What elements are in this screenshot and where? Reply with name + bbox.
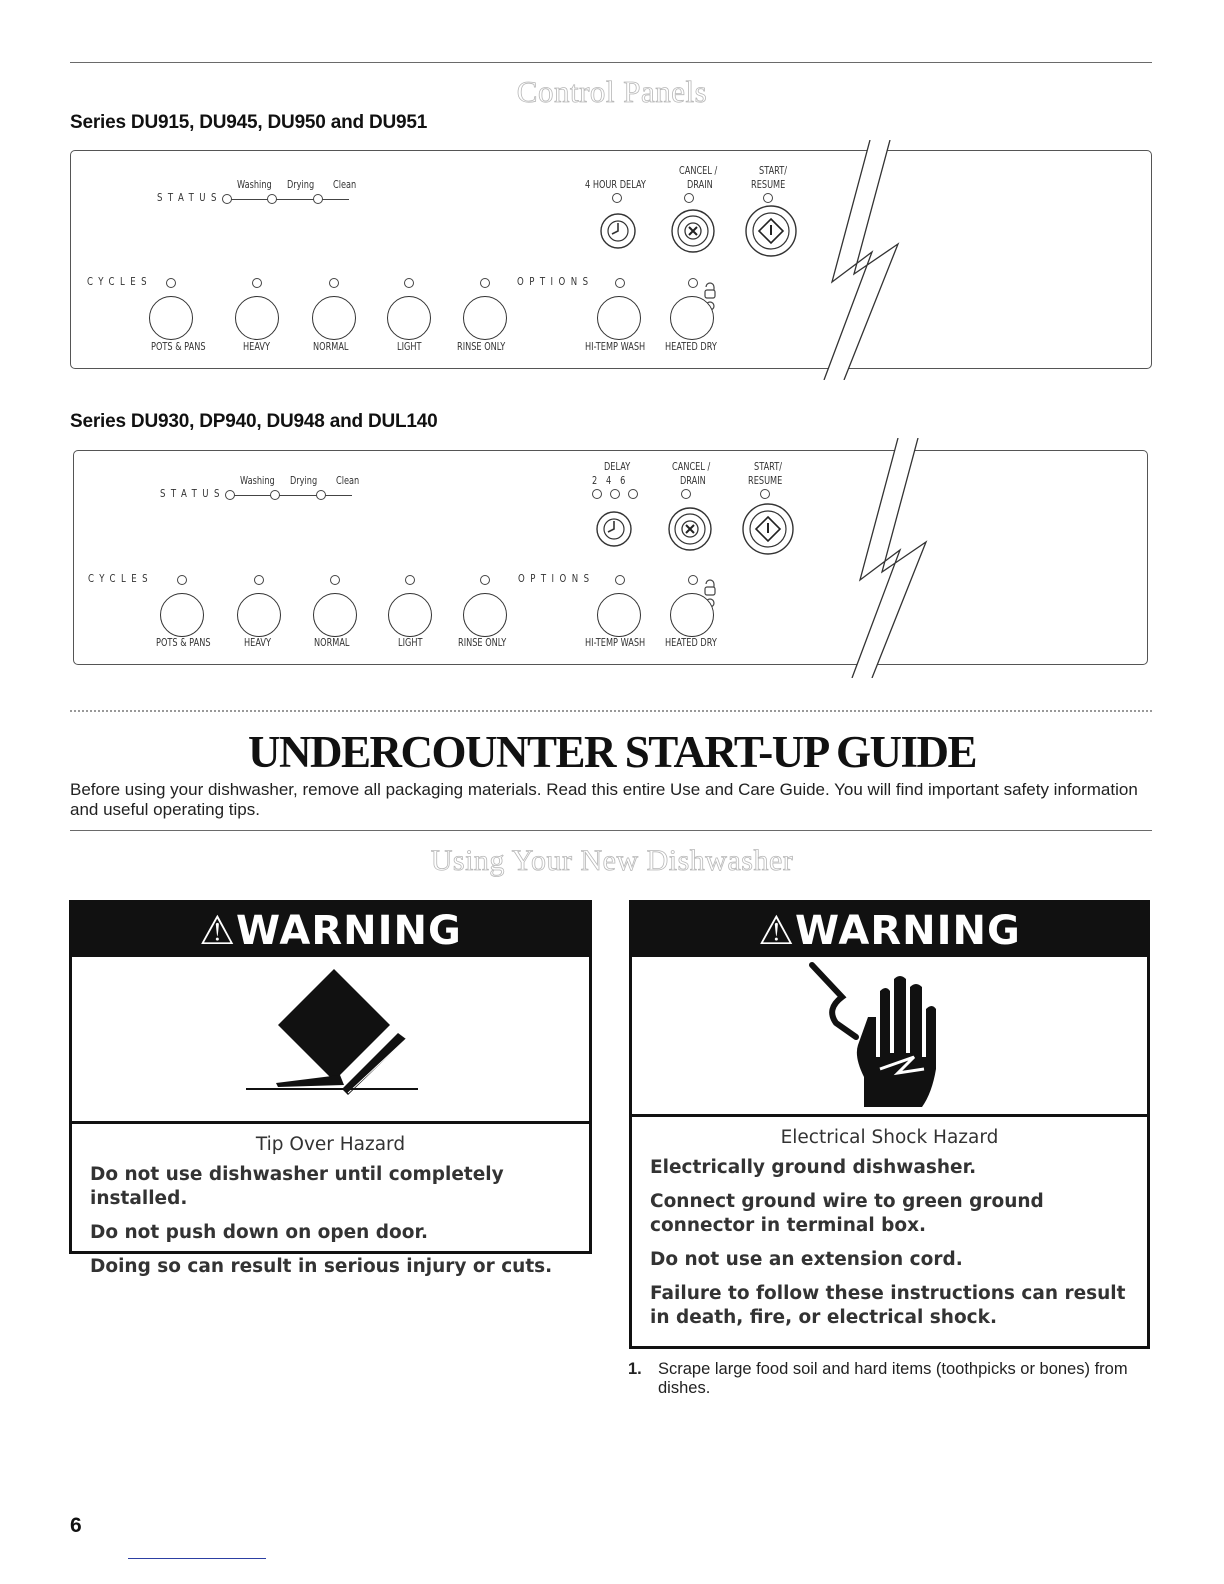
warning-text-right [632,1117,1147,1348]
warning-line-left-2: Do not push down on open door. [90,1222,428,1243]
cycle-light-pots-pans [166,278,176,288]
delay-light-6h [628,489,638,499]
status-light-clean-2 [316,490,326,500]
option-light-heated-dry [688,278,698,288]
option-label-heated-dry-2: HEATED DRY [665,637,717,649]
step-1 [628,1360,1148,1398]
panel-break-1 [818,140,910,380]
guide-intro: Before using your dishwasher, remove all packaging materials. Read this entire Use and Care Guide. You will find important safety information and useful operating tips. [70,780,1138,819]
guide-title: UNDERCOUNTER START-UP GUIDE [247,727,977,777]
cycle-light-pots-pans-2 [177,575,187,585]
cycle-light-rinse-only-2 [480,575,490,585]
option-button-heated-dry[interactable] [670,296,714,340]
status-washing: Washing [237,179,272,191]
status-clean: Clean [333,179,357,191]
cycle-light-light-2 [405,575,415,585]
start-resume-button-2[interactable] [740,501,796,557]
using-heading: Using Your New Dishwasher [430,844,794,877]
warning-header-text-left: WARNING [236,908,462,954]
cycle-button-normal-2[interactable] [313,593,357,637]
cycle-label-pots-pans: POTS & PANS [151,341,206,353]
cycle-button-rinse-only[interactable] [463,296,507,340]
control-panels-heading: Control Panels [516,74,708,109]
warning-triangle-icon: ⚠ [199,908,237,954]
series-title-1: Series DU915, DU945, DU950 and DU951 [70,112,428,133]
delay-light [612,193,622,203]
status-label: STATUS [157,191,222,204]
warning-text-left [72,1124,589,1297]
cycle-button-heavy-2[interactable] [237,593,281,637]
warning-line-left-3: Doing so can result in serious injury or cuts. [90,1256,553,1277]
drain-light [684,193,694,203]
status-light-drying-2 [270,490,280,500]
status-washing-2: Washing [240,475,275,487]
warning-header-left [72,903,589,957]
cancel-drain-button-2[interactable] [666,505,714,553]
cycles-label: CYCLES [87,275,153,288]
option-label-hi-temp: HI-TEMP WASH [585,341,646,353]
cycle-label-rinse-only: RINSE ONLY [457,341,506,353]
status-drying-2: Drying [290,475,318,487]
guide-rule [70,830,1152,831]
electrical-shock-icon [632,957,1147,1114]
top-rule [70,62,1152,63]
cycle-label-heavy-2: HEAVY [244,637,272,649]
option-button-heated-dry-2[interactable] [670,593,714,637]
warning-picture-left [72,957,589,1124]
warning-line-left-1: Do not use dishwasher until completely installed. [90,1164,504,1209]
cycle-button-light-2[interactable] [388,593,432,637]
warning-header-right [632,903,1147,957]
cycle-button-heavy[interactable] [235,296,279,340]
cycle-light-normal [329,278,339,288]
status-light-washing-2 [225,490,235,500]
delay-label: 4 HOUR DELAY [585,179,646,191]
status-connector [229,199,349,200]
warning-header-text-right: WARNING [795,908,1021,954]
delay-light-2h [592,489,602,499]
cycle-label-heavy: HEAVY [243,341,271,353]
start-label: START/ [759,165,788,177]
option-label-heated-dry: HEATED DRY [665,341,717,353]
cancel-label-2: CANCEL / [672,461,711,473]
cycle-label-pots-pans-2: POTS & PANS [156,637,211,649]
panel-break-2 [846,438,938,678]
cycle-light-light [404,278,414,288]
cycles-label-2: CYCLES [88,572,154,585]
status-connector-2 [232,495,352,496]
page-number: 6 [70,1514,82,1537]
status-light-clean [313,194,323,204]
cancel-label: CANCEL / [679,165,718,177]
warning-line-right-3: Do not use an extension cord. [650,1249,963,1270]
cycle-light-heavy-2 [254,575,264,585]
cycle-label-normal: NORMAL [313,341,349,353]
series-title-2: Series DU930, DP940, DU948 and DUL140 [70,411,438,432]
cycle-button-pots-pans-2[interactable] [160,593,204,637]
delay-light-4h [610,489,620,499]
resume-label-2: RESUME [748,475,783,487]
control-panel-2 [73,450,1148,665]
cycle-label-light: LIGHT [397,341,422,353]
warning-line-right-1: Electrically ground dishwasher. [650,1157,977,1178]
warning-picture-right [632,957,1147,1117]
start-label-2: START/ [754,461,783,473]
status-clean-2: Clean [336,475,360,487]
start-light [763,193,773,203]
hazard-title-left: Tip Over Hazard [255,1134,406,1155]
warning-triangle-icon-right: ⚠ [758,908,796,954]
cancel-drain-button[interactable] [669,207,717,255]
drain-label: DRAIN [687,179,713,191]
footer-line [128,1558,266,1559]
option-button-hi-temp-2[interactable] [597,593,641,637]
option-button-hi-temp[interactable] [597,296,641,340]
status-light-drying [267,194,277,204]
cycle-label-normal-2: NORMAL [314,637,350,649]
cycle-light-rinse-only [480,278,490,288]
tip-over-icon [72,957,589,1121]
delay-button[interactable] [598,211,638,251]
option-light-hi-temp-2 [615,575,625,585]
delay-label-2: DELAY [604,461,631,473]
step-number: 1. [628,1360,642,1378]
status-drying: Drying [287,179,315,191]
cycle-label-light-2: LIGHT [398,637,423,649]
control-panel-1 [70,150,1152,369]
cycle-button-rinse-only-2[interactable] [463,593,507,637]
option-light-hi-temp [615,278,625,288]
cycle-button-light[interactable] [387,296,431,340]
cycle-light-heavy [252,278,262,288]
option-label-hi-temp-2: HI-TEMP WASH [585,637,646,649]
option-light-heated-dry-2 [688,575,698,585]
start-light-2 [760,489,770,499]
cycle-light-normal-2 [330,575,340,585]
delay-button-2[interactable] [594,509,634,549]
warning-box-tip-over [69,900,592,1277]
drain-light-2 [681,489,691,499]
options-label: OPTIONS [517,275,594,288]
cycle-label-rinse-only-2: RINSE ONLY [458,637,507,649]
status-light-washing [222,194,232,204]
cycle-button-normal[interactable] [312,296,356,340]
step-text: Scrape large food soil and hard items (toothpicks or bones) from dishes. [658,1360,1128,1397]
warning-box-electrical [629,900,1150,1349]
delay-hours-2: 2 4 6 [592,475,629,487]
cycle-button-pots-pans[interactable] [149,296,193,340]
warning-line-right-4: Failure to follow these instructions can result in death, fire, or electrical shock. [650,1283,1126,1328]
warning-line-right-2: Connect ground wire to green ground connector in terminal box. [650,1191,1044,1236]
status-label-2: STATUS [160,487,225,500]
drain-label-2: DRAIN [680,475,706,487]
section-divider [70,710,1152,712]
options-label-2: OPTIONS [518,572,595,585]
hazard-title-right: Electrical Shock Hazard [780,1127,999,1148]
resume-label: RESUME [751,179,786,191]
start-resume-button[interactable] [743,203,799,259]
